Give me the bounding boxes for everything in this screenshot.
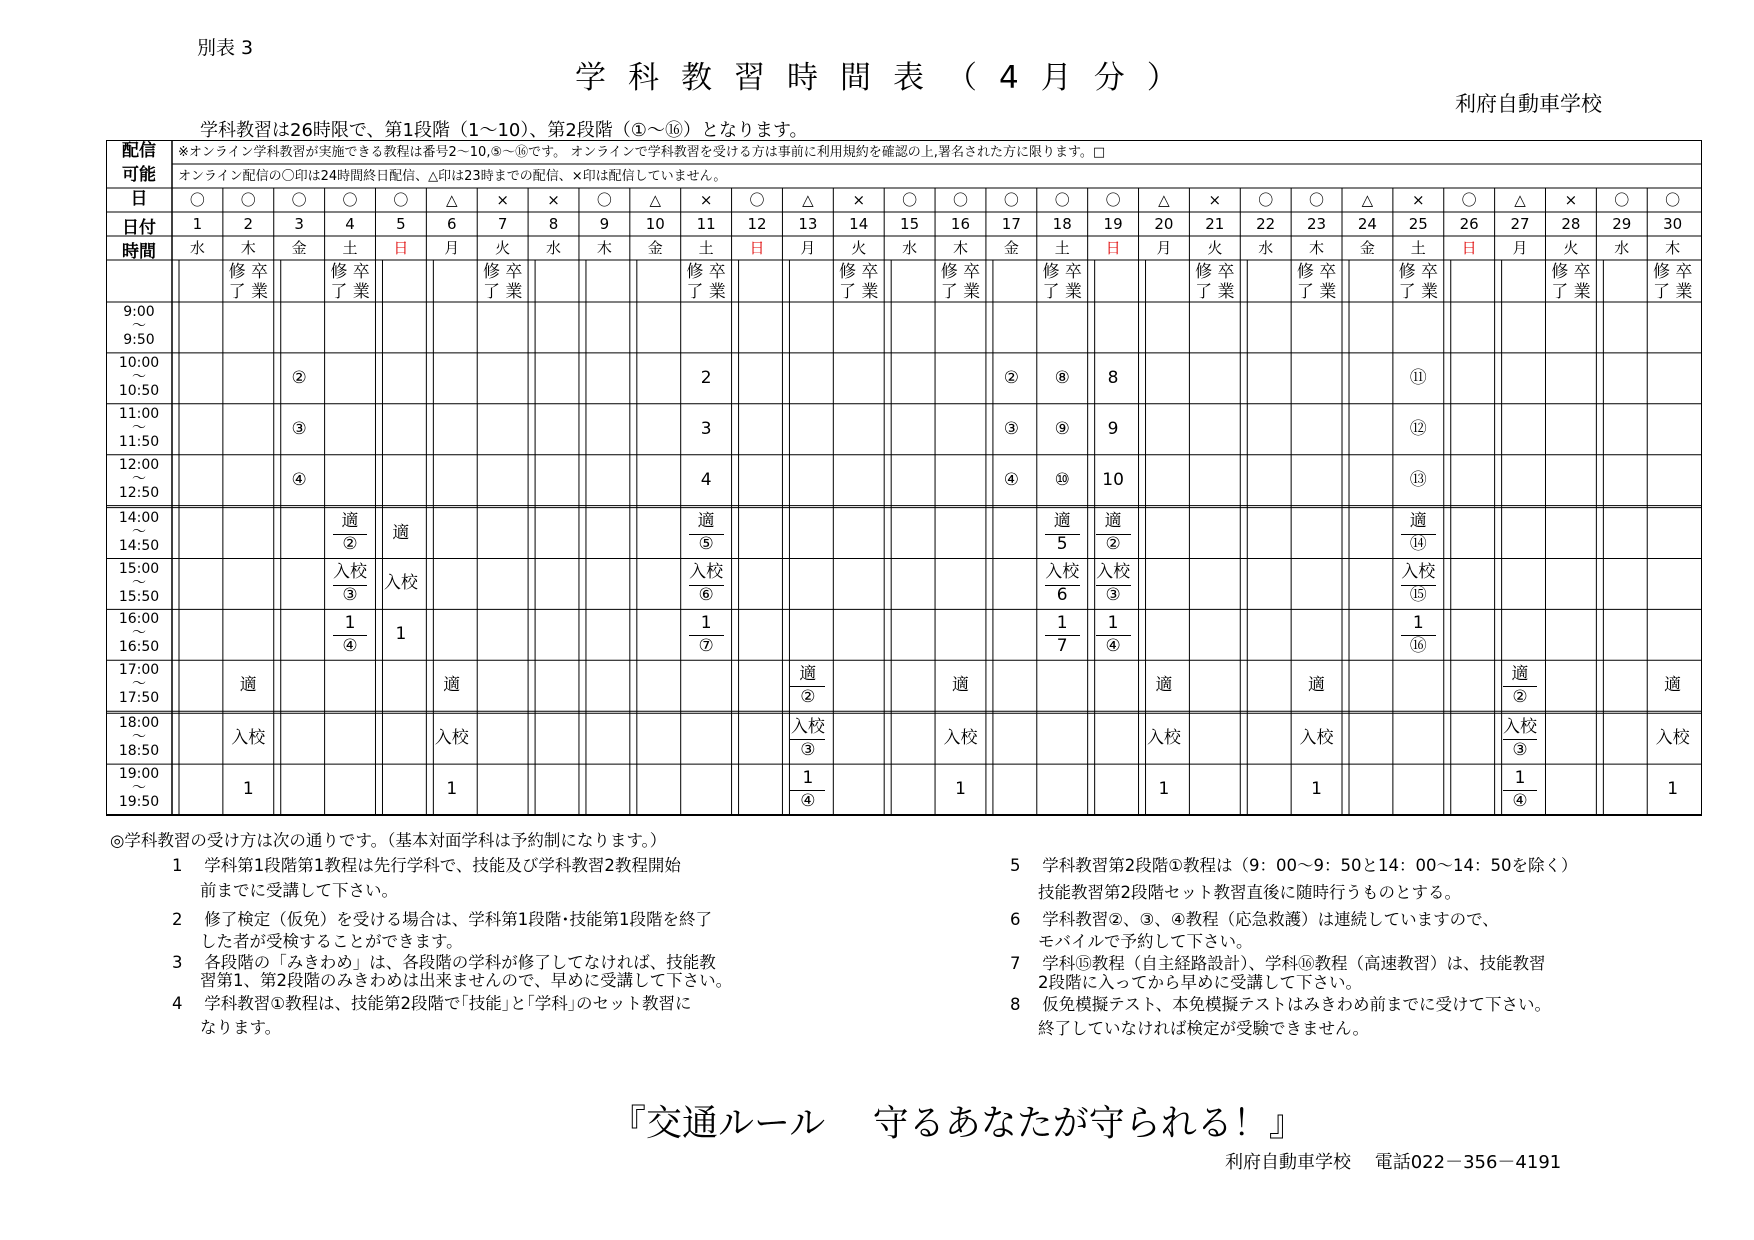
lesson-cell-6-8: 入校: [434, 728, 469, 749]
lesson-cell-bottom-4-6: ④: [342, 635, 358, 656]
online-mark-day-20: △: [1158, 190, 1170, 209]
completion-graduation-top-16: 修 卒: [940, 261, 981, 282]
time-label-part: ～: [132, 780, 146, 797]
lesson-cell-20-9: 1: [1158, 779, 1170, 800]
weekday-26: 日: [1461, 238, 1477, 257]
online-notice-2: オンライン配信の〇印は24時間終日配信、△印は23時までの配信、×印は配信していません。: [178, 168, 727, 184]
time-label-6: [106, 612, 172, 654]
lesson-cell-11-1: 2: [700, 367, 712, 388]
date-11: 11: [696, 214, 716, 233]
time-label-1: [106, 356, 172, 398]
note-6b: モバイルで予約して下さい。: [1038, 932, 1253, 951]
date-17: 17: [1001, 214, 1021, 233]
weekday-10: 金: [647, 238, 663, 257]
online-mark-day-1: 〇: [189, 190, 205, 209]
time-label-part: ～: [132, 676, 146, 693]
lesson-cell-bottom-25-4: ⑭: [1409, 534, 1427, 555]
date-10: 10: [645, 214, 665, 233]
completion-graduation-bottom-4: 了 業: [330, 281, 370, 302]
lesson-cell-bottom-27-7: ②: [1512, 686, 1528, 707]
usage-notes: [110, 827, 1660, 1057]
completion-graduation-bottom-16: 了 業: [940, 281, 981, 302]
weekday-21: 火: [1207, 238, 1223, 257]
weekday-1: 水: [189, 238, 205, 257]
date-18: 18: [1052, 214, 1072, 233]
time-label-part: ～: [132, 470, 146, 487]
time-label-part: ～: [132, 318, 146, 334]
lesson-cell-30-7: 適: [1664, 675, 1682, 696]
online-mark-day-22: 〇: [1258, 190, 1274, 209]
weekday-2: 木: [240, 238, 256, 257]
lesson-cell-bottom-27-9: ④: [1512, 790, 1528, 811]
online-mark-day-6: △: [446, 190, 458, 209]
lesson-cell-top-13-8: 入校: [790, 715, 825, 740]
online-mark-day-4: 〇: [342, 190, 358, 209]
lesson-cell-top-11-6: 1: [689, 611, 724, 636]
weekday-6: 月: [444, 238, 460, 257]
time-label-part: 14:50: [118, 537, 160, 554]
completion-graduation-bottom-23: 了 業: [1296, 281, 1337, 302]
note-2b: した者が受検することができます。: [200, 932, 463, 951]
lesson-cell-top-4-6: 1: [333, 611, 368, 636]
date-20: 20: [1154, 214, 1174, 233]
lesson-cell-19-1: 8: [1107, 367, 1119, 388]
time-label-7: [106, 663, 172, 705]
lesson-cell-bottom-19-4: ②: [1105, 534, 1121, 555]
lesson-cell-30-8: 入校: [1655, 728, 1690, 749]
lesson-cell-23-7: 適: [1308, 675, 1326, 696]
date-12: 12: [747, 214, 767, 233]
date-14: 14: [849, 214, 869, 233]
online-mark-day-28: ×: [1564, 190, 1578, 209]
note-8a: 8 仮免模擬テスト、本免模擬テストはみきわめ前までに受けて下さい。: [1010, 995, 1551, 1014]
lesson-cell-2-7: 適: [239, 675, 257, 696]
lesson-cell-bottom-11-6: ⑦: [698, 635, 714, 656]
weekday-4: 土: [342, 238, 358, 257]
time-label-part: ～: [132, 419, 146, 436]
time-label-part: ～: [132, 574, 146, 591]
footer-contact: 利府自動車学校 電話022－356－4191: [1225, 1152, 1562, 1173]
completion-graduation-bottom-2: 了 業: [228, 281, 268, 302]
note-8b: 終了していなければ検定が受験できません。: [1038, 1019, 1369, 1038]
online-mark-day-18: 〇: [1054, 190, 1070, 209]
lesson-cell-5-5: 入校: [383, 573, 418, 594]
lesson-cell-bottom-4-5: ③: [342, 585, 358, 605]
date-6: 6: [447, 214, 457, 233]
label-kanou: 可能: [122, 165, 156, 185]
note-3b: 習第1、第2段階のみきわめは出来ませんので、早めに受講して下さい。: [200, 971, 733, 990]
time-label-part: 15:00: [118, 560, 160, 577]
date-4: 4: [345, 214, 355, 233]
lesson-cell-bottom-25-5: ⑮: [1409, 585, 1427, 605]
weekday-15: 水: [902, 238, 918, 257]
online-mark-day-19: 〇: [1105, 190, 1121, 209]
completion-graduation-top-25: 修 卒: [1398, 261, 1438, 282]
lesson-cell-25-1: ⑪: [1409, 367, 1427, 388]
completion-graduation-top-11: 修 卒: [686, 261, 726, 282]
lesson-cell-16-8: 入校: [943, 728, 978, 749]
weekday-7: 火: [495, 238, 511, 257]
lesson-cell-5-4: 適: [392, 522, 410, 543]
completion-graduation-bottom-25: 了 業: [1398, 281, 1438, 302]
online-mark-day-8: ×: [547, 190, 560, 209]
lesson-cell-17-2: ③: [1003, 418, 1019, 439]
lesson-cell-3-3: ④: [291, 469, 307, 490]
lesson-cell-25-3: ⑬: [1409, 469, 1427, 490]
time-label-part: 19:50: [118, 794, 160, 811]
time-label-part: 17:00: [118, 662, 160, 679]
note-7b: 2段階に入ってから早めに受講して下さい。: [1038, 973, 1362, 992]
lesson-cell-16-9: 1: [955, 779, 966, 800]
completion-graduation-top-21: 修 卒: [1195, 261, 1235, 282]
lesson-cell-bottom-18-4: 5: [1056, 534, 1068, 555]
label-time: 時間: [122, 242, 156, 262]
label-bi: 日: [130, 189, 148, 209]
online-mark-day-17: 〇: [1003, 190, 1019, 209]
time-label-part: 10:00: [118, 354, 160, 371]
date-29: 29: [1612, 214, 1632, 233]
online-mark-day-10: △: [649, 190, 662, 209]
online-mark-day-26: 〇: [1461, 190, 1477, 209]
time-label-part: 16:50: [118, 639, 160, 656]
completion-graduation-bottom-11: 了 業: [686, 281, 726, 302]
completion-graduation-bottom-28: 了 業: [1551, 281, 1591, 302]
note-3a: 3 各段階の「みきわめ」は、各段階の学科が修了してなければ、技能教: [172, 953, 716, 972]
lesson-cell-18-3: ⑩: [1054, 469, 1070, 490]
date-26: 26: [1459, 214, 1479, 233]
online-mark-day-5: 〇: [393, 190, 409, 209]
time-label-part: 18:50: [118, 743, 160, 760]
lesson-cell-top-25-6: 1: [1401, 611, 1436, 636]
time-label-8: [106, 716, 172, 758]
date-22: 22: [1256, 214, 1276, 233]
time-label-part: 11:50: [118, 433, 160, 450]
intro-note: 学科教習は26時限で、第1段階（1～10）、第2段階（①～⑯）となります。: [200, 120, 808, 141]
completion-graduation-bottom-7: 了 業: [482, 281, 523, 302]
note-4a: 4 学科教習①教程は、技能第2段階で｢技能｣と｢学科｣のセット教習に: [172, 994, 692, 1013]
date-8: 8: [548, 214, 559, 233]
lesson-cell-6-9: 1: [446, 779, 458, 800]
lesson-cell-top-4-5: 入校: [333, 561, 368, 586]
lesson-cell-bottom-11-4: ⑤: [698, 534, 714, 555]
lesson-cell-top-27-7: 適: [1503, 662, 1538, 687]
time-label-part: 12:50: [118, 484, 160, 501]
time-label-part: 9:50: [123, 332, 155, 348]
page-title: 学科教習時間表（4月分）: [575, 60, 1200, 96]
weekday-14: 火: [851, 238, 867, 257]
timetable: [106, 140, 1702, 822]
completion-graduation-top-14: 修 卒: [839, 261, 879, 282]
lesson-cell-3-2: ③: [291, 418, 307, 439]
time-label-part: 16:00: [118, 611, 160, 628]
weekday-17: 金: [1003, 238, 1019, 257]
completion-graduation-bottom-30: 了 業: [1652, 281, 1693, 302]
lesson-cell-top-18-4: 適: [1045, 510, 1080, 535]
weekday-16: 木: [952, 238, 968, 257]
time-label-part: ～: [132, 729, 146, 746]
completion-graduation-bottom-14: 了 業: [839, 281, 879, 302]
lesson-cell-19-3: 10: [1102, 469, 1124, 490]
note-6a: 6 学科教習②、③、④教程（応急救護）は連続していますので、: [1010, 910, 1499, 929]
date-7: 7: [497, 214, 508, 233]
lesson-cell-top-13-7: 適: [790, 662, 825, 687]
date-2: 2: [243, 214, 254, 233]
time-label-part: 11:00: [118, 405, 160, 422]
lesson-cell-bottom-13-7: ②: [800, 686, 816, 707]
time-label-0: [106, 305, 172, 347]
lesson-cell-18-1: ⑧: [1054, 367, 1070, 388]
weekday-18: 土: [1054, 238, 1070, 257]
note-4b: なります。: [200, 1018, 282, 1037]
note-1a: 1 学科第1段階第1教程は先行学科で、技能及び学科教習2教程開始: [172, 856, 681, 875]
lesson-cell-20-8: 入校: [1146, 728, 1181, 749]
lesson-cell-bottom-19-6: ④: [1105, 635, 1121, 656]
note-5b: 技能教習第2段階セット教習直後に随時行うものとする。: [1038, 883, 1461, 902]
online-mark-day-9: 〇: [596, 190, 612, 209]
time-label-part: 18:00: [118, 715, 160, 732]
lesson-cell-18-2: ⑨: [1054, 418, 1070, 439]
note-1b: 前までに受講して下さい。: [200, 881, 398, 900]
lesson-cell-top-27-8: 入校: [1503, 715, 1538, 740]
lesson-cell-top-18-5: 入校: [1045, 561, 1080, 586]
lesson-cell-top-4-4: 適: [333, 510, 368, 535]
completion-graduation-top-23: 修 卒: [1296, 261, 1337, 282]
time-label-part: 10:50: [118, 382, 160, 399]
date-5: 5: [396, 214, 406, 233]
lesson-cell-top-11-4: 適: [689, 510, 724, 535]
weekday-8: 水: [546, 238, 562, 257]
weekday-27: 月: [1512, 238, 1528, 257]
time-label-part: 17:50: [118, 690, 160, 707]
time-label-4: [106, 511, 172, 553]
date-1: 1: [192, 214, 203, 233]
time-label-part: 19:00: [118, 766, 160, 783]
online-mark-day-7: ×: [496, 190, 509, 209]
lesson-cell-2-8: 入校: [231, 728, 266, 749]
lesson-cell-top-13-9: 1: [790, 766, 825, 791]
lesson-cell-5-6: 1: [395, 624, 407, 645]
weekday-23: 木: [1309, 238, 1325, 257]
completion-graduation-top-30: 修 卒: [1652, 261, 1693, 282]
time-label-part: 9:00: [123, 304, 155, 320]
date-16: 16: [950, 214, 971, 233]
completion-graduation-top-2: 修 卒: [228, 261, 268, 282]
online-mark-day-12: 〇: [749, 190, 765, 209]
lesson-cell-bottom-13-8: ③: [800, 739, 816, 760]
note-5a: 5 学科教習第2段階①教程は（9：00～9：50と14：00～14：50を除く）: [1010, 856, 1578, 875]
note-7a: 7 学科⑮教程（自主経路設計）、学科⑯教程（高速教習）は、技能教習: [1010, 954, 1546, 973]
lesson-cell-bottom-27-8: ③: [1512, 739, 1528, 760]
time-label-5: [106, 562, 172, 604]
online-mark-day-15: 〇: [902, 190, 918, 209]
time-label-2: [106, 407, 172, 449]
date-13: 13: [798, 214, 818, 233]
lesson-cell-17-1: ②: [1003, 367, 1019, 388]
date-15: 15: [900, 214, 920, 233]
online-notice-1: ※オンライン学科教習が実施できる教程は番号2～10,⑤～⑯です。 オンラインで学科教習を受ける方は事前に利用規約を確認の上,署名された方に限ります。□: [178, 144, 1106, 160]
lesson-cell-16-7: 適: [951, 675, 969, 696]
date-24: 24: [1357, 214, 1377, 233]
weekday-25: 土: [1410, 238, 1426, 257]
time-label-9: [106, 767, 172, 809]
completion-graduation-top-28: 修 卒: [1551, 261, 1591, 282]
date-9: 9: [599, 214, 610, 233]
online-mark-day-11: ×: [699, 190, 713, 209]
lesson-cell-23-9: 1: [1311, 779, 1322, 800]
date-3: 3: [294, 214, 304, 233]
lesson-cell-3-1: ②: [291, 367, 307, 388]
online-mark-day-16: 〇: [952, 190, 968, 209]
online-mark-day-29: 〇: [1614, 190, 1630, 209]
time-label-part: ～: [132, 368, 146, 385]
weekday-3: 金: [291, 238, 307, 257]
weekday-5: 日: [393, 238, 409, 257]
lesson-cell-bottom-4-4: ②: [342, 534, 358, 555]
completion-graduation-top-4: 修 卒: [330, 261, 370, 282]
time-label-part: 12:00: [118, 456, 160, 473]
date-21: 21: [1205, 214, 1225, 233]
completion-graduation-bottom-21: 了 業: [1195, 281, 1235, 302]
lesson-cell-20-7: 適: [1155, 675, 1173, 696]
online-mark-day-30: 〇: [1665, 190, 1681, 209]
weekday-24: 金: [1359, 238, 1375, 257]
lesson-cell-top-27-9: 1: [1503, 766, 1538, 791]
date-28: 28: [1561, 214, 1581, 233]
label-date: 日付: [122, 218, 156, 238]
lesson-cell-top-19-6: 1: [1096, 611, 1131, 636]
lesson-cell-bottom-18-5: 6: [1056, 585, 1068, 605]
time-label-3: [106, 458, 172, 500]
lesson-cell-bottom-11-5: ⑥: [698, 585, 714, 605]
weekday-19: 日: [1105, 238, 1121, 257]
lesson-cell-23-8: 入校: [1299, 728, 1334, 749]
weekday-9: 木: [596, 238, 612, 257]
completion-graduation-top-7: 修 卒: [482, 261, 523, 282]
lesson-cell-bottom-25-6: ⑯: [1409, 635, 1427, 656]
online-mark-day-27: △: [1514, 190, 1526, 209]
lesson-cell-bottom-18-6: 7: [1056, 635, 1068, 656]
lesson-cell-bottom-13-9: ④: [800, 790, 816, 811]
note-2a: 2 修了検定（仮免）を受ける場合は、学科第1段階･技能第1段階を終了: [172, 910, 712, 929]
date-23: 23: [1307, 214, 1327, 233]
completion-graduation-top-18: 修 卒: [1042, 261, 1082, 282]
online-mark-day-25: ×: [1412, 190, 1425, 209]
date-19: 19: [1103, 214, 1123, 233]
lesson-cell-top-19-4: 適: [1096, 510, 1131, 535]
lesson-cell-top-18-6: 1: [1045, 611, 1080, 636]
date-30: 30: [1663, 214, 1683, 233]
online-mark-day-24: △: [1361, 190, 1374, 209]
lesson-cell-30-9: 1: [1667, 779, 1679, 800]
date-27: 27: [1510, 214, 1530, 233]
weekday-11: 土: [698, 238, 714, 257]
lesson-cell-19-2: 9: [1107, 418, 1119, 439]
time-label-part: ～: [132, 523, 146, 540]
notes-heading: ◎学科教習の受け方は次の通りです。（基本対面学科は予約制になります。）: [110, 831, 667, 850]
lesson-cell-25-2: ⑫: [1409, 418, 1427, 439]
online-mark-day-3: 〇: [291, 190, 307, 209]
label-haishin: 配信: [122, 141, 156, 161]
weekday-13: 月: [800, 238, 816, 257]
lesson-cell-17-3: ④: [1003, 469, 1019, 490]
lesson-cell-6-7: 適: [443, 675, 461, 696]
online-mark-day-23: 〇: [1309, 190, 1325, 209]
time-label-part: 14:00: [118, 509, 160, 526]
lesson-cell-top-25-4: 適: [1401, 510, 1436, 535]
weekday-22: 水: [1258, 238, 1274, 257]
time-label-part: 15:50: [118, 588, 160, 605]
weekday-29: 水: [1614, 238, 1630, 257]
online-mark-day-14: ×: [852, 190, 866, 209]
online-mark-day-21: ×: [1208, 190, 1222, 209]
lesson-cell-top-11-5: 入校: [689, 561, 724, 586]
weekday-12: 日: [749, 238, 765, 257]
school-name: 利府自動車学校: [1455, 92, 1602, 116]
slogan: 『交通ルール 守るあなたが守られる！』: [610, 1103, 1305, 1144]
sheet-reference: 別表 3: [197, 37, 254, 59]
weekday-28: 火: [1563, 238, 1579, 257]
lesson-cell-11-3: 4: [700, 469, 712, 490]
lesson-cell-top-19-5: 入校: [1096, 561, 1131, 586]
lesson-cell-bottom-19-5: ③: [1105, 585, 1121, 605]
lesson-cell-top-25-5: 入校: [1401, 561, 1436, 586]
lesson-cell-2-9: 1: [242, 779, 254, 800]
weekday-30: 木: [1665, 238, 1681, 257]
date-25: 25: [1408, 214, 1428, 233]
online-mark-day-2: 〇: [240, 190, 256, 209]
completion-graduation-bottom-18: 了 業: [1042, 281, 1082, 302]
time-label-part: ～: [132, 625, 146, 642]
lesson-cell-11-2: 3: [700, 418, 712, 439]
online-mark-day-13: △: [802, 190, 814, 209]
weekday-20: 月: [1156, 238, 1172, 257]
